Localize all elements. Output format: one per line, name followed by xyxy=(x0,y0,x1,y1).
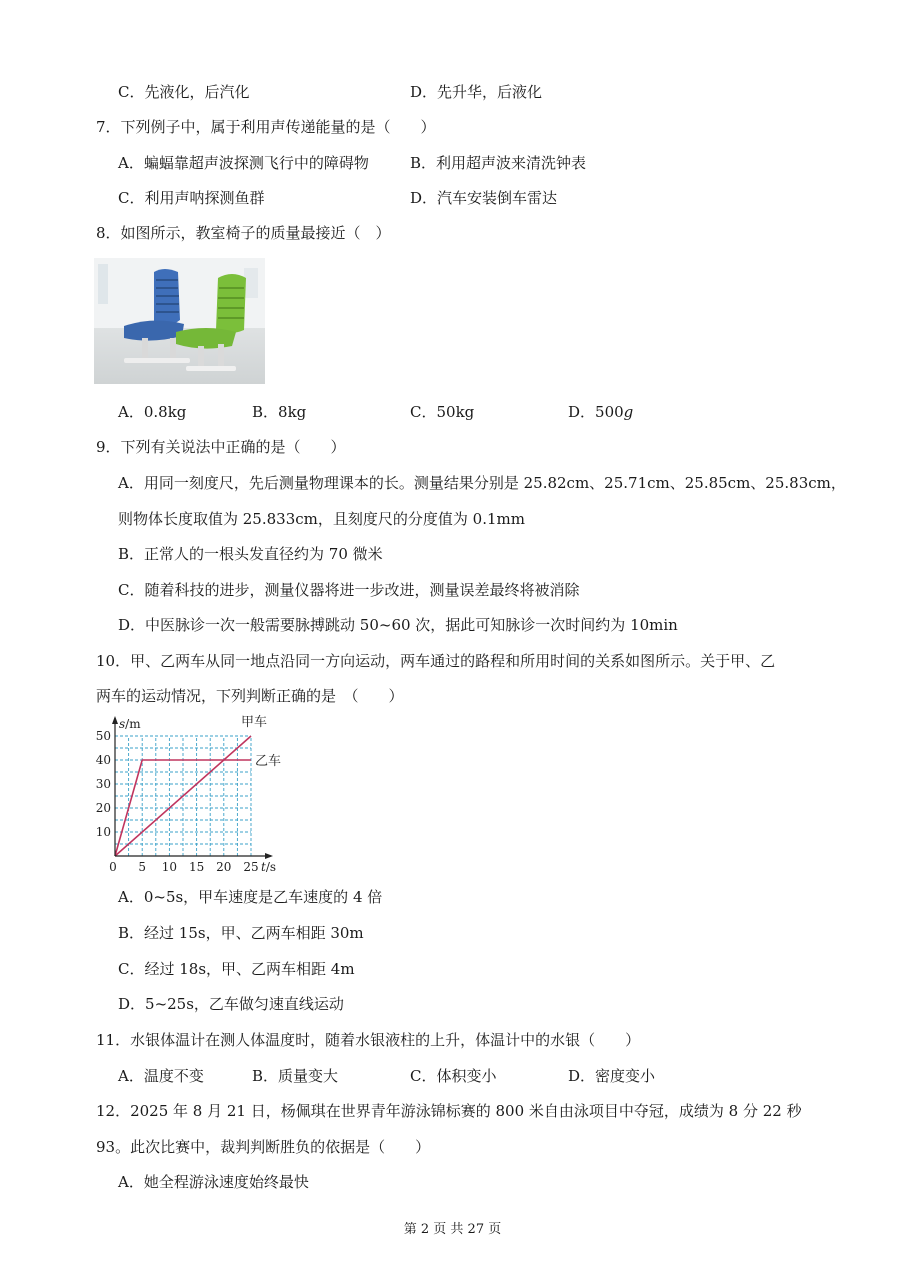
q8-stem: 8．如图所示，教室椅子的质量最接近（ ） xyxy=(96,224,391,242)
q7-option-c: C．利用声呐探测鱼群 xyxy=(118,189,265,207)
q12-option-a: A．她全程游泳速度始终最快 xyxy=(118,1173,309,1191)
chart-labels xyxy=(96,715,281,874)
q8-option-d xyxy=(568,402,633,422)
q11-option-a: A．温度不变 xyxy=(118,1067,204,1085)
y-tick-label: 30 xyxy=(95,777,111,791)
x-tick-label: 5 xyxy=(138,860,147,874)
y-tick-label: 40 xyxy=(95,753,111,767)
origin-label: 0 xyxy=(109,860,117,874)
q10-option-d: D．5~25s，乙车做匀速直线运动 xyxy=(118,995,344,1013)
distance-time-chart xyxy=(88,712,298,882)
q7-option-b: B．利用超声波来清洗钟表 xyxy=(410,154,587,172)
q12-stem-line2: 93。此次比赛中，裁判判断胜负的依据是（ ） xyxy=(96,1138,431,1156)
y-tick-label: 10 xyxy=(95,825,111,839)
q6-option-d: D．先升华，后液化 xyxy=(410,83,543,101)
q7-stem: 7．下列例子中，属于利用声传递能量的是（ ） xyxy=(96,118,436,136)
q12-stem-line1: 12．2025 年 8 月 21 日，杨佩琪在世界青年游泳锦标赛的 800 米自由泳项目中夺冠，成绩为 8 分 22 秒 xyxy=(96,1102,802,1120)
x-tick-label: 20 xyxy=(216,860,232,874)
q9-option-a-line2: 则物体长度取值为 25.833cm，且刻度尺的分度值为 0.1mm xyxy=(118,510,525,528)
q8-option-b: B．8kg xyxy=(252,403,307,421)
q8-option-d-unit: g xyxy=(623,403,634,421)
q11-option-b: B．质量变大 xyxy=(252,1067,339,1085)
q8-option-d-value: D．500 xyxy=(568,403,624,421)
x-tick-label: 10 xyxy=(161,860,178,874)
q10-stem-line1: 10．甲、乙两车从同一地点沿同一方向运动，两车通过的路程和所用时间的关系如图所示。关于甲、乙 xyxy=(96,652,776,670)
series-label-1: 甲车 xyxy=(241,715,268,730)
q10-option-a: A．0~5s，甲车速度是乙车速度的 4 倍 xyxy=(118,888,383,906)
series-label-2: 乙车 xyxy=(255,754,282,769)
q9-option-a-line1: A．用同一刻度尺，先后测量物理课本的长。测量结果分别是 25.82cm、25.71cm、25.85cm、25.83cm， xyxy=(118,474,846,492)
q6-option-c: C．先液化，后汽化 xyxy=(118,83,250,101)
q10-option-b: B．经过 15s，甲、乙两车相距 30m xyxy=(118,924,364,942)
q8-option-c: C．50kg xyxy=(410,403,475,421)
q10-stem-line2: 两车的运动情况，下列判断正确的是 （ ） xyxy=(96,687,404,705)
page-footer: 第 2 页 共 27 页 xyxy=(403,1222,502,1237)
q8-option-a: A．0.8kg xyxy=(118,403,187,421)
q11-option-d: D．密度变小 xyxy=(568,1067,656,1085)
q9-option-d: D．中医脉诊一次一般需要脉搏跳动 50~60 次，据此可知脉诊一次时间约为 10min xyxy=(118,616,678,634)
q9-option-b: B．正常人的一根头发直径约为 70 微米 xyxy=(118,545,383,563)
q7-option-a: A．蝙蝠靠超声波探测飞行中的障碍物 xyxy=(118,154,369,172)
x-tick-label: 25 xyxy=(243,860,259,874)
x-axis-label: t/s xyxy=(261,860,277,874)
y-tick-label: 50 xyxy=(95,729,111,743)
x-tick-label: 15 xyxy=(188,860,205,874)
q11-stem: 11．水银体温计在测人体温度时，随着水银液柱的上升，体温计中的水银（ ） xyxy=(96,1031,641,1049)
q9-option-c: C．随着科技的进步，测量仪器将进一步改进，测量误差最终将被消除 xyxy=(118,581,580,599)
y-axis-arrow xyxy=(112,716,118,724)
x-axis-arrow xyxy=(265,853,273,859)
y-tick-label: 20 xyxy=(95,801,111,815)
chairs-illustration xyxy=(94,258,265,384)
classroom-chairs-photo xyxy=(94,258,265,384)
q9-stem: 9．下列有关说法中正确的是（ ） xyxy=(96,438,346,456)
q10-option-c: C．经过 18s，甲、乙两车相距 4m xyxy=(118,960,355,978)
y-axis-label: s/m xyxy=(119,717,141,731)
q7-option-d: D．汽车安装倒车雷达 xyxy=(410,189,558,207)
q11-option-c: C．体积变小 xyxy=(410,1067,497,1085)
